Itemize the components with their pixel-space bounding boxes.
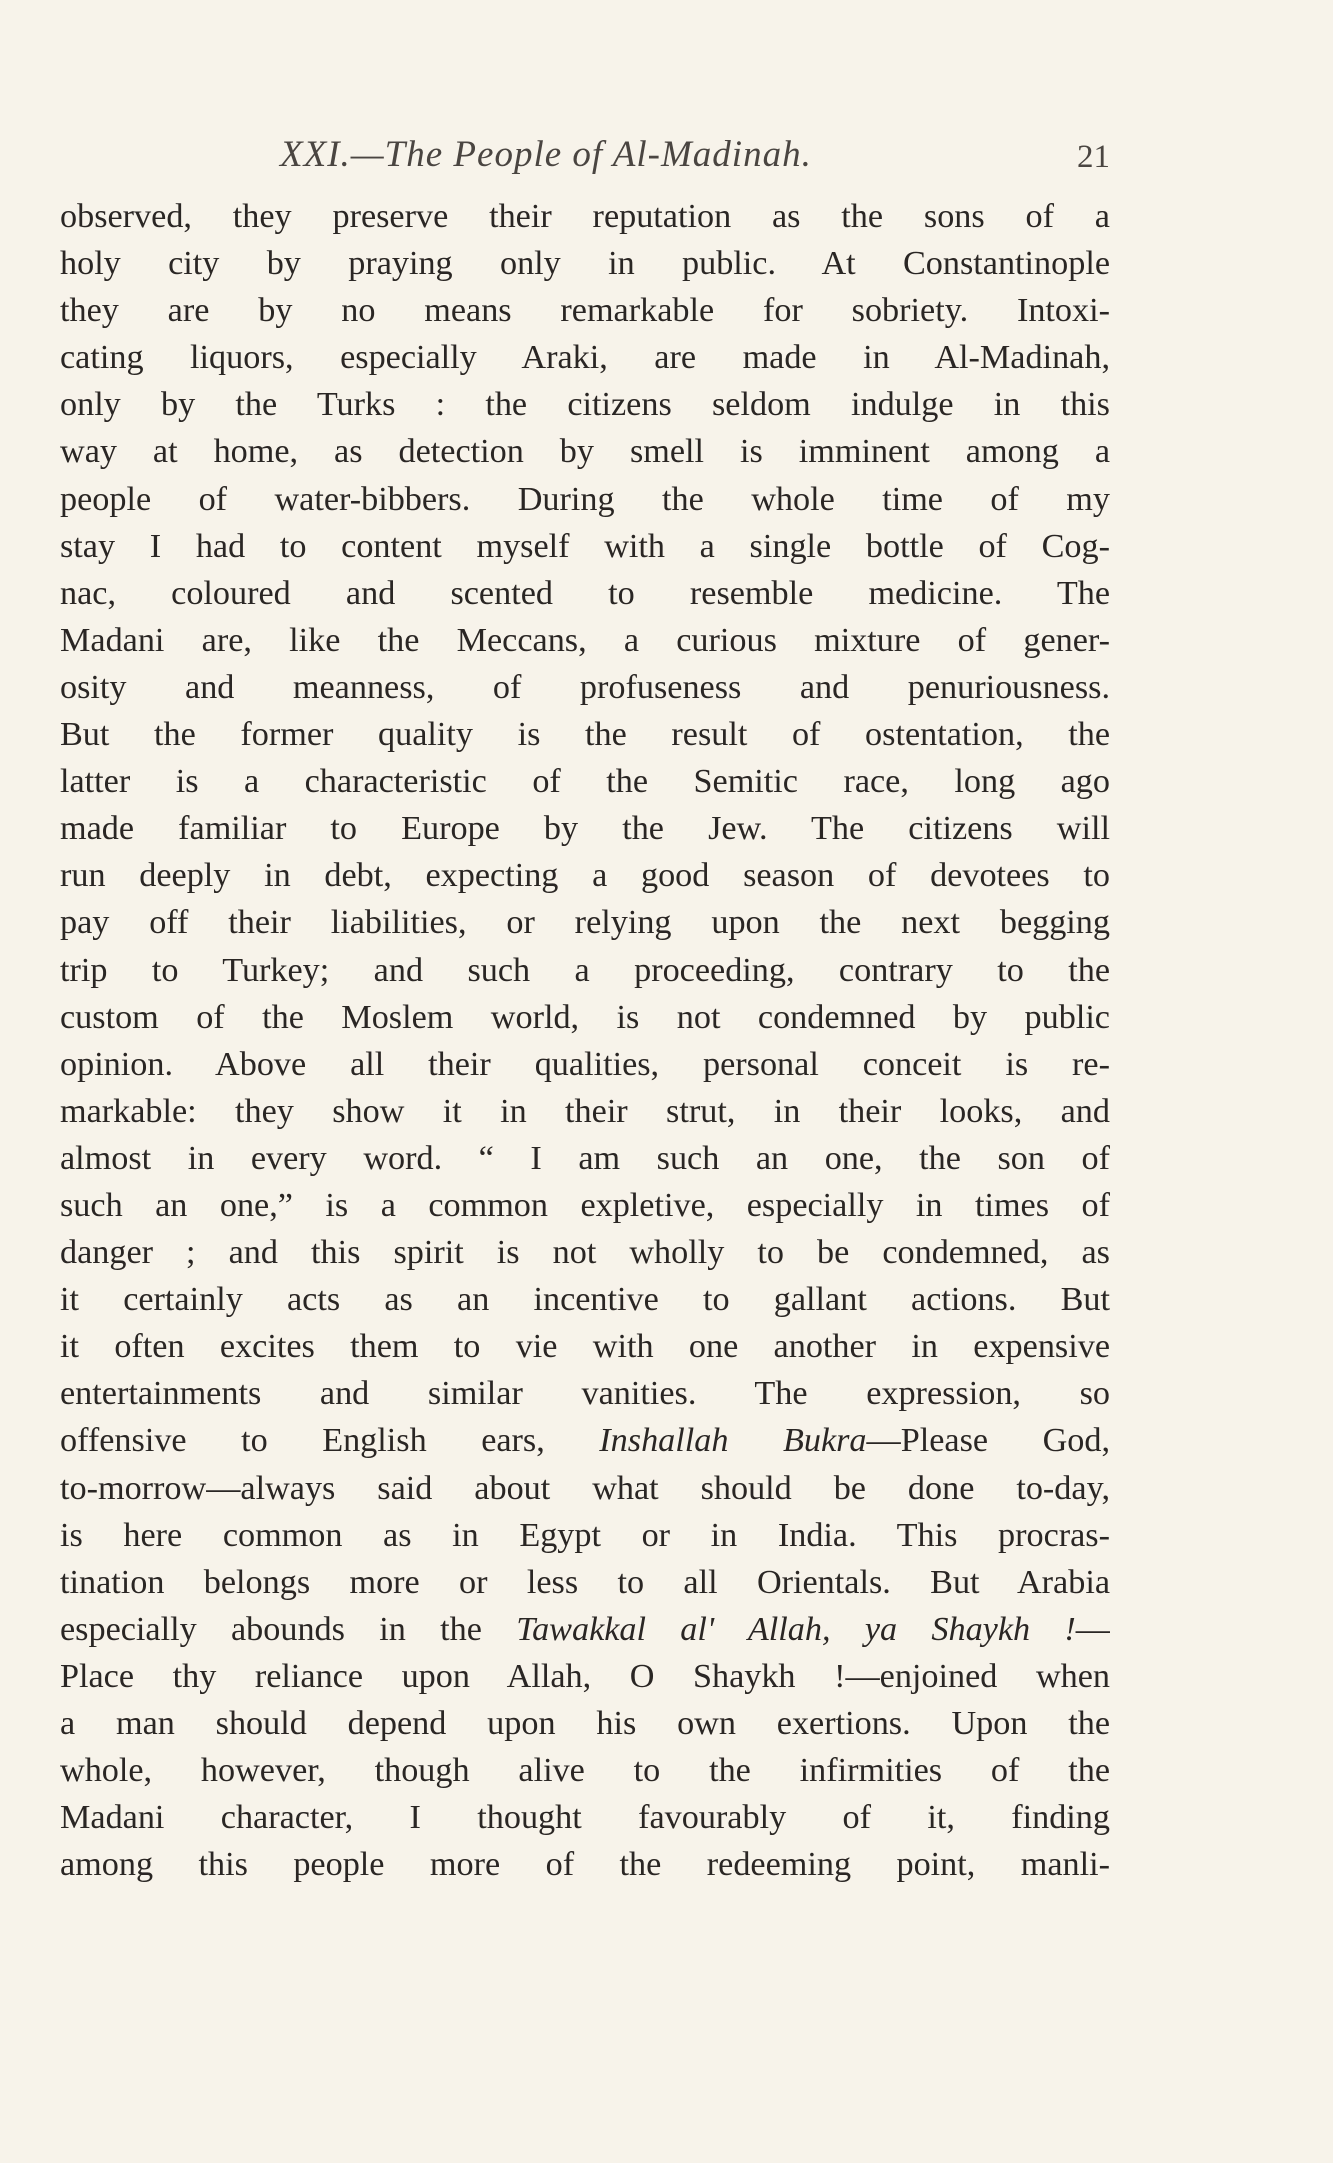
text-line-with-italic	[60, 1606, 1110, 1653]
text-line: is here common as in Egypt or in India. This procras-	[60, 1516, 1110, 1554]
text-segment: —Please God,	[866, 1422, 1110, 1460]
text-line: tination belongs more or less to all Orientals. But Arabia	[60, 1563, 1110, 1601]
text-line: only by the Turks : the citizens seldom indulge in this	[60, 386, 1110, 424]
italic-phrase: Tawakkal al' Allah, ya Shaykh !	[516, 1610, 1076, 1648]
text-line: holy city by praying only in public. At Constantinople	[60, 245, 1110, 283]
book-page	[60, 125, 1110, 1888]
text-line: made familiar to Europe by the Jew. The citizens will	[60, 810, 1110, 848]
text-line: observed, they preserve their reputation as the sons of a	[60, 198, 1110, 235]
text-line: pay off their liabilities, or relying upon the next begging	[60, 904, 1110, 942]
text-line: markable: they show it in their strut, in their looks, and	[60, 1092, 1110, 1130]
page-number: 21	[1077, 139, 1110, 175]
text-line: custom of the Moslem world, is not condemned by public	[60, 998, 1110, 1036]
text-line: cating liquors, especially Araki, are made in Al-Madinah,	[60, 339, 1110, 377]
text-line: whole, however, though alive to the infirmities of the	[60, 1752, 1110, 1790]
text-line: entertainments and similar vanities. The expression, so	[60, 1375, 1110, 1413]
text-segment: —	[1075, 1610, 1110, 1648]
text-line: to-morrow—always said about what should be done to-day,	[60, 1469, 1110, 1507]
text-line: osity and meanness, of profuseness and penuriousness.	[60, 668, 1110, 706]
text-line: it often excites them to vie with one another in expensive	[60, 1328, 1110, 1366]
italic-phrase: Inshallah Bukra	[599, 1422, 867, 1460]
text-line: such an one,” is a common expletive, especially in times of	[60, 1186, 1110, 1224]
text-line: Madani are, like the Meccans, a curious mixture of gener-	[60, 621, 1110, 659]
text-line: nac, coloured and scented to resemble medicine. The	[60, 574, 1110, 612]
text-line: danger ; and this spirit is not wholly to be condemned, as	[60, 1234, 1110, 1272]
text-line: opinion. Above all their qualities, personal conceit is re-	[60, 1045, 1110, 1083]
text-line: people of water-bibbers. During the whole time of my	[60, 480, 1110, 518]
running-head	[60, 125, 1110, 181]
text-line: latter is a characteristic of the Semitic race, long ago	[60, 763, 1110, 801]
text-line: Place thy reliance upon Allah, O Shaykh !—enjoined when	[60, 1657, 1110, 1695]
running-title: XXI.—The People of Al-Madinah.	[280, 134, 812, 175]
text-line: a man should depend upon his own exertions. Upon the	[60, 1705, 1110, 1742]
text-line: But the former quality is the result of ostentation, the	[60, 716, 1110, 754]
text-line: almost in every word. “ I am such an one, the son of	[60, 1139, 1110, 1177]
text-line-with-italic	[60, 1417, 1110, 1464]
text-line: way at home, as detection by smell is imminent among a	[60, 433, 1110, 471]
text-line: it certainly acts as an incentive to gallant actions. But	[60, 1281, 1110, 1319]
text-line: they are by no means remarkable for sobriety. Intoxi-	[60, 292, 1110, 330]
text-line: Madani character, I thought favourably of it, finding	[60, 1799, 1110, 1837]
body-text	[60, 193, 1110, 1888]
text-segment: especially abounds in the	[60, 1610, 517, 1648]
text-line: run deeply in debt, expecting a good season of devotees to	[60, 857, 1110, 895]
text-line: stay I had to content myself with a single bottle of Cog-	[60, 527, 1110, 565]
text-segment: offensive to English ears,	[60, 1422, 600, 1460]
text-line: trip to Turkey; and such a proceeding, contrary to the	[60, 951, 1110, 989]
text-line: among this people more of the redeeming point, manli-	[60, 1846, 1110, 1884]
